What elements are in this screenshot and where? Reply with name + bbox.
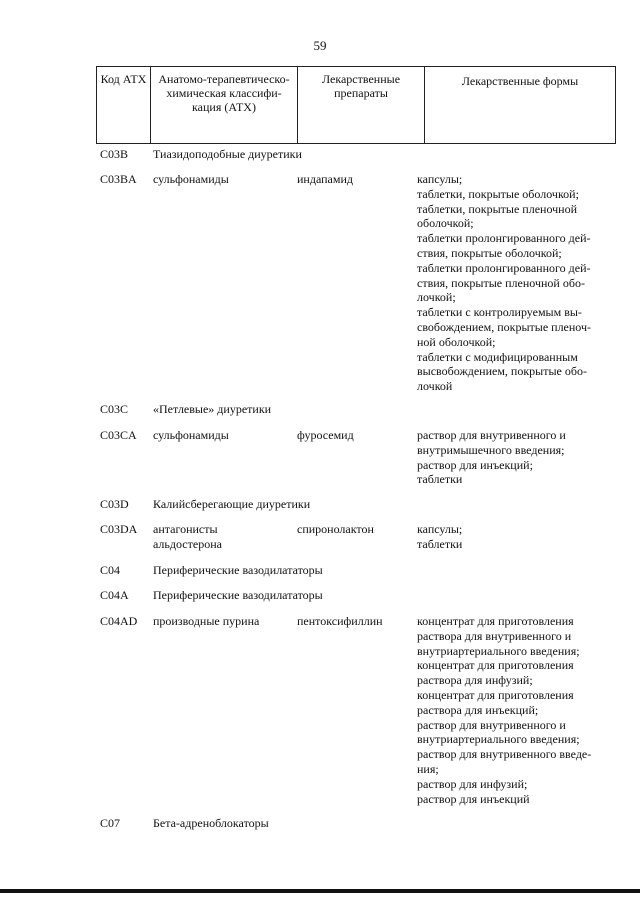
atx-classification: антагонисты альдостерона [153,522,222,551]
group-title: Периферические вазодилататоры [153,588,323,602]
atx-classification: сульфонамиды [153,172,229,186]
group-title: Калийсберегающие диуретики [153,497,311,511]
atx-code: C03BA [100,172,137,186]
drug-name: спиронолактон [297,522,374,536]
drug-name: пентоксифиллин [297,614,383,628]
group-title: Тиазидоподобные диуретики [153,147,302,161]
atx-code: C03B [100,147,129,161]
atx-code: C07 [100,816,121,830]
group-title: Бета-адреноблокаторы [153,816,269,830]
atx-code: C04AD [100,614,138,628]
dosage-forms: концентрат для приготовления раствора для внутривенного и внутриартериального введения; концентрат для приготовления раствора для инфузий; концентрат для приготовления раствора для инъекций; раствор для внутривенного и внутриартериального введения; раствор для внутривенного введе- ния; раствор для инфузий; раствор для инъекций [417,614,592,806]
atx-classification: сульфонамиды [153,428,229,442]
atx-code: C04 [100,563,121,577]
drug-name: индапамид [297,172,353,186]
atx-code: C03DA [100,522,138,536]
header-atx-classification: Анатомо-терапевтическо-химическая классифи-кация (АТХ) [151,67,298,144]
bottom-rule [0,889,640,893]
column-header-table [96,66,616,144]
dosage-forms: раствор для внутривенного и внутримышечного введения; раствор для инъекций; таблетки [417,428,566,487]
header-code-atx: Код АТХ [97,67,151,144]
atx-code: C03C [100,402,129,416]
dosage-forms: капсулы; таблетки, покрытые оболочкой; таблетки, покрытые пленочной оболочкой; таблетки пролонгированного дей- ствия, покрытые оболочкой; таблетки пролонгированного дей- ствия, покрытые пленочной обо- лочкой; таблетки с контролируемым вы- свобождением, покрытые пленоч- ной оболочкой; таблетки с модифицированным высвобождением, покрытые обо- лочкой [417,172,592,394]
atx-code: C03CA [100,428,137,442]
page-number: 59 [313,38,327,53]
atx-code: C03D [100,497,129,511]
dosage-forms: капсулы; таблетки [417,522,463,551]
header-row [97,67,616,144]
group-title: Периферические вазодилататоры [153,563,323,577]
atx-code: C04A [100,588,129,602]
header-dosage-forms: Лекарственные формы [425,67,616,144]
group-title: «Петлевые» диуретики [153,402,272,416]
drug-name: фуросемид [297,428,354,442]
atx-classification: производные пурина [153,614,260,628]
header-drugs: Лекарственные препараты [298,67,425,144]
